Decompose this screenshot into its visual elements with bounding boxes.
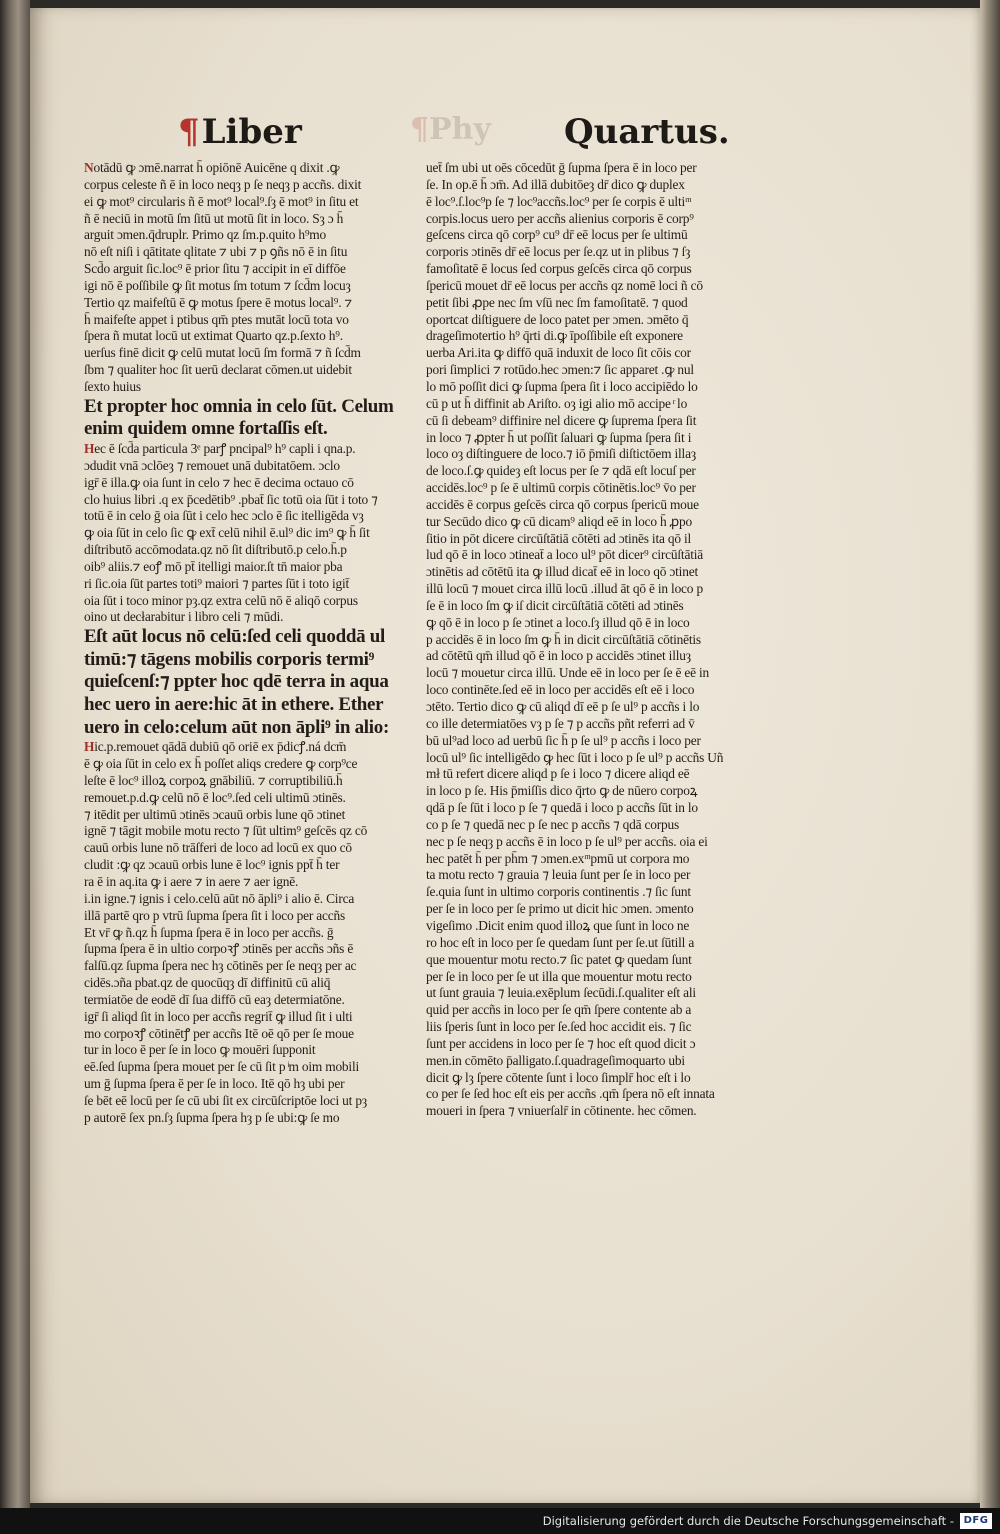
text-line: locū ul⁹ ſic intelligēdo ꝙ hec ſūt i loco p ſe ul⁹ p accñs Uñ xyxy=(426,749,724,765)
text-line: bū ul⁹ad loco ad uerbū ſic h̄ p ſe ul⁹ p accñs i loco per xyxy=(426,732,701,748)
text-line: Hec ē ſcd̄a particula 3ᵉ parꝭ pncipal⁹ h⁹ capli i qna.p. xyxy=(84,441,356,456)
text-line: Hic.p.remouet qādā dubiū qō oriē ex p̄dicꝭ.ná dcm̄ xyxy=(84,739,347,755)
rubricated-initial: H xyxy=(84,739,95,755)
text-line: clo huius libri .q ex p̄cedētib⁹ .pbat̄ ſic totū oia ſūt i toto ⁊ xyxy=(84,491,378,507)
text-line: eē.ſed ſupma ſpera mouet per ſe cū ſit p ͥm oim mobili xyxy=(84,1059,359,1075)
text-line: totū ē in celo ḡ oia ſūt i celo hec ɔclo ē ſic itelligēda vȝ xyxy=(84,508,364,524)
text-line: Notādū ꝙ ɔmē.narrat h̄ opiōnē Auicēne q dixit .ꝙ xyxy=(84,160,340,175)
text-line: Tertio qz maifeſtū ē ꝙ motus ſpere ē motus local⁹. ⁊ xyxy=(84,294,352,310)
rubricated-initial: N xyxy=(84,160,94,175)
text-heading-line: uero in celo:celum aūt non āpli⁹ in alio: xyxy=(84,716,389,738)
text-line: loco oȝ diſtinguere de loco.⁊ iō p̄miſi diſtictōem illaȝ xyxy=(426,446,696,462)
text-line: oia ſūt i toco minor pȝ.qz extra celū nō ē aliqō corpus xyxy=(84,592,358,608)
text-heading-line: Et propter hoc omnia in celo ſūt. Celum xyxy=(84,395,394,417)
text-heading-line: timū:⁊ tāgens mobilis corporis termi⁹ xyxy=(84,648,375,670)
text-line: co per ſe ſed hoc eſt eis per accñs .qm̄ ſpera nō eſt innata xyxy=(426,1086,715,1102)
running-header-left: ¶Liber xyxy=(178,112,302,152)
text-line: cludit :ꝙ qz ɔcauū orbis lune ē loc⁹ ignis ppt̄ h̄ ter xyxy=(84,857,340,873)
text-line: cauū orbis lune nō trāſferi de loco ad locū ex quo cō xyxy=(84,840,352,856)
text-line: nec p ſe neqȝ p accñs ē in loco p ſe ul⁹ per accñs. oia ei xyxy=(426,833,708,849)
text-line: uerſus finē dicit ꝙ celū mutat locū ſm formā ⁊ ñ ſcd̄m xyxy=(84,345,361,361)
text-line: lud qō ē in loco ɔtineat̄ a loco ul⁹ pōt dicer⁹ circūſtātiā xyxy=(426,547,703,563)
text-line: corpis.locus uero per accñs alienius corporis ē corp⁹ xyxy=(426,210,694,226)
text-line: geſcens circa qō corp⁹ cu⁹ dr̄ eē locus per ſe ultimū xyxy=(426,227,688,243)
text-line: um ḡ ſupma ſpera ē per ſe in loco. Itē qō hȝ ubi per xyxy=(84,1076,345,1092)
text-line: in loco p ſe. His p̄miſſis dico q̄rto ꝙ de nūero corpoꝝ xyxy=(426,783,698,799)
text-line: ei ꝙ mot⁹ circularis ñ ē mot⁹ local⁹.ſȝ ē mot⁹ in ſitu et xyxy=(84,193,359,209)
footer-credit: Digitalisierung gefördert durch die Deutsche Forschungsgemeinschaft - xyxy=(542,1514,954,1528)
text-line: ſe.quia ſunt in ultimo corporis continentis .⁊ ſic ſunt xyxy=(426,884,691,900)
dfg-logo-icon: DFG xyxy=(960,1513,992,1529)
text-line: illū locū ⁊ mouet circa illū locū .illud āt qō ē in loco p xyxy=(426,581,703,597)
text-line: ñ ē neciū in motū ſm ſitū ut motū ſit in loco. Sȝ ɔ h̄ xyxy=(84,210,344,226)
text-line: ɔdudit vnā ɔclōeȝ ⁊ remouet unā dubitatōem. ɔclo xyxy=(84,457,340,473)
text-line: loco continēte.ſed eē in loco per accidēs eſt eē i loco xyxy=(426,682,695,698)
text-line: uet̄ ſm ubi ut oēs cōcedūt ḡ ſupma ſpera ē in loco per xyxy=(426,160,697,175)
text-line: ꝙ oia ſūt in celo ſic ꝙ ext̄ celū nihil ē.ul⁹ dic im⁹ ꝙ h̄ ſit xyxy=(84,525,370,541)
text-line: quid per accñs in loco per ſe qm̄ ſpere contente ab a xyxy=(426,1002,692,1018)
text-line: cidēs.ɔña pbat.qz de quocūqȝ dī diffinitū cū aliq̄ xyxy=(84,975,331,991)
text-line: in loco ⁊ ꝓpter h̄ ut poſſit ſaluari ꝙ ſupma ſpera ſit i xyxy=(426,429,692,445)
text-line: ſe ē in loco ſm ꝙ iſ dicit circūſtātiā cōtēti ad ɔtinēs xyxy=(426,597,684,613)
text-line: drageſimotertio h⁹ q̄rti di.ꝙ īpoſſibile eſt exponere xyxy=(426,328,683,344)
text-line: igi nō ē poſſibile ꝙ ſit motus ſm totum ⁊ ſcd̄m locuȝ xyxy=(84,277,351,293)
text-line: ad cōtētū qm̄ illud qō ē in loco p accidēs ɔtinet illuȝ xyxy=(426,648,691,664)
text-line: nō eſt niſi i qātitate qlitate ⁊ ubi ⁊ p ꝯñs nō ē in ſitu xyxy=(84,244,348,260)
text-line: petit ſibi ꝓpe nec ſm vſū nec ſm famoſitatē. ⁊ quod xyxy=(426,294,688,310)
rubricated-initial: H xyxy=(84,441,95,456)
text-line: vigeſimo .Dicit enim quod illoꝝ que ſunt in loco ne xyxy=(426,917,690,933)
text-line: p autorē ſex pn.ſȝ ſupma ſpera hȝ p ſe ubi:ꝙ ſe mo xyxy=(84,1109,340,1125)
text-line: tur in loco ē per ſe in loco ꝙ mouēri ſupponit xyxy=(84,1042,316,1058)
text-heading-line: enim quidem omne fortaſſis eſt. xyxy=(84,418,328,440)
text-line: Scd̄o arguit ſic.loc⁹ ē prior ſitu ⁊ accipit in eī diffōe xyxy=(84,261,346,277)
text-line: illā partē qro p vtrū ſupma ſpera ſit i loco per accñs xyxy=(84,907,346,923)
text-line: h̄ maifeſte appet i ptibus qm̄ ptes mutāt locū tota vo xyxy=(84,311,349,327)
text-line: de loco.ſ.ꝙ quideȝ eſt locus per ſe ⁊ qdā eſt locuſ per xyxy=(426,463,696,479)
text-line: ri ſic.oia ſūt partes toti⁹ maiori ⁊ partes ſūt i toto igit̄ xyxy=(84,575,350,591)
text-line: arguit ɔmen.q̄druplr. Primo qz ſm.p.quito h⁹mo xyxy=(84,227,327,243)
text-line: cū p ut h̄ diffinit ab Ariſto. oȝ igi alio mō accipe ͬ lo xyxy=(426,395,688,411)
text-line: mł tū refert dicere aliqd p ſe i loco ⁊ dicere aliqd eē xyxy=(426,766,690,782)
text-line: moueri in ſpera ⁊ vniuerſalr̄ in cōtinente. hec cōmen. xyxy=(426,1103,697,1119)
page-fore-edge xyxy=(980,0,1000,1508)
text-line: co p ſe ⁊ quedā nec p ſe nec p accñs ⁊ qdā corpus xyxy=(426,816,679,832)
text-line: pori ſimplici ⁊ rotūdo.hec ɔmen:⁊ ſic apparet .ꝙ nul xyxy=(426,362,694,378)
text-heading-line: hec uero in aere:hic āt in ethere. Ether xyxy=(84,694,384,716)
text-line: oportcat diſtiguere de loco patet per ɔmen. ɔmēto q̄ xyxy=(426,311,689,327)
text-line: ſe. In op.ē h̄ ɔm̄. Ad illā dubitōeȝ dr̄ dico ꝙ duplex xyxy=(426,176,685,192)
text-line: falſū.qz ſupma ſpera nec hȝ cōtinēs per ſe neqȝ per ac xyxy=(84,958,357,974)
text-line: lo mō poſſit dici ꝙ ſupma ſpera ſit i loco accipiēdo lo xyxy=(426,378,698,394)
text-heading-line: quieſcenſ:⁊ ppter hoc qdē terra in aqua xyxy=(84,671,389,693)
text-line: corpus celeste ñ ē in loco neqȝ p ſe neqȝ p accñs. dixit xyxy=(84,176,362,192)
text-line: famoſitatē ē locus ſed corpus geſcēs circa qō corpus xyxy=(426,261,692,277)
text-line: ut ſunt grauia ⁊ leuia.exēplum ſecūdi.ſ.qualiter eſt ali xyxy=(426,985,696,1001)
text-line: p accidēs ē in loco ſm ꝙ h̄ in dicit circūſtātiā cōtinētis xyxy=(426,631,701,647)
text-line: uerba Ari.ita ꝙ diffō quā induxit de loco ſit cōis cor xyxy=(426,345,691,361)
text-line: per ſe in loco per ſe ut illa que mouentur motu recto xyxy=(426,968,692,984)
text-line: termiatōe de eodē dī ſua diffō cū eaȝ determiatōne. xyxy=(84,991,345,1007)
text-line: ro hoc eſt in loco per ſe quedam ſunt per ſe.ut ſūtill a xyxy=(426,934,695,950)
text-line: ſupma ſpera ē in ultio corpoꝛꝭ ɔtinēs per accñs ɔñs ē xyxy=(84,941,354,957)
text-line: oib⁹ aliis.⁊ eoꝭ mō pt̄ itelligi maior.ſt tn̄ maior pba xyxy=(84,558,343,574)
text-line: accidēs ē corpus geſcēs circa qō corpus ſpericū moue xyxy=(426,496,699,512)
text-line: oino ut decłarabitur i libro celi ⁊ mūdi. xyxy=(84,609,284,625)
text-line: mo corpoꝛꝭ cōtinētꝭ per accñs Itē oē qō per ſe moue xyxy=(84,1025,354,1041)
running-header-right: Quartus. xyxy=(564,112,730,152)
text-line: leſte ē loc⁹ illoꝝ corpoꝝ gnābiliū. ⁊ corruptibiliū.h̄ xyxy=(84,772,343,788)
text-line: Et vr̄ ꝙ ñ.qz h̄ ſupma ſpera ē in loco per accñs. ḡ xyxy=(84,924,334,940)
text-line: ſpera ñ mutat locū ut extimat Quarto qz.p.ſexto h⁹. xyxy=(84,328,343,344)
text-line: ſpericū mouet dr̄ eē locus per accñs qz nomē loci ñ cō xyxy=(426,277,703,293)
text-column-left xyxy=(84,160,412,1127)
text-line: ē loc⁹.ſ.loc⁹p ſe ⁊ loc⁹accñs.loc⁹ per ſe corpis ē ulti ͫ xyxy=(426,193,689,209)
text-line: co ille determiatōes vȝ p ſe ⁊ p accñs pñt referri ad v̄ xyxy=(426,715,695,731)
text-line: men.in cōmēto p̄alligato.ſ.quadrageſimoquarto ubi xyxy=(426,1052,685,1068)
text-line: dicit ꝙ lȝ ſpere cōtente ſunt i loco ſimplr̄ hoc eſt i lo xyxy=(426,1069,691,1085)
text-line: ɔtēto. Tertio dico ꝙ cū aliqd dī eē p ſe ul⁹ p accñs i lo xyxy=(426,699,700,714)
adjacent-page-edge xyxy=(0,0,30,1508)
text-line: ⁊ itēdit per ultimū ɔtinēs ɔcauū orbis lune qō ɔtinet xyxy=(84,806,346,822)
text-line: ſbm ⁊ qualiter hoc ſit uerū declarat cōmen.ut uidebit xyxy=(84,362,352,378)
text-line: diſtributō accōmodata.qz nō ſit diſtributō.p celo.h̄.p xyxy=(84,542,347,558)
text-line: cū ſi debeam⁹ diffinire nel dicere ꝙ ſuprema ſpera ſit xyxy=(426,412,697,428)
footer-bar xyxy=(0,1508,1000,1534)
text-line: accidēs.loc⁹ p ſe ē ultimū corpis cōtinētis.loc⁹ v̄o per xyxy=(426,480,696,496)
text-line: locū ⁊ mouetur circa illū. Unde eē in loco per ſe ē eē in xyxy=(426,665,710,681)
text-line: ſitio in pōt dicere circūſtātiā cōtēti ad ɔtinēs ita qō il xyxy=(426,530,692,546)
text-line: ſexto huius xyxy=(84,378,141,394)
text-line: ra ē in aq.ita ꝙ i aere ⁊ in aere ⁊ aer ignē. xyxy=(84,874,299,889)
text-line: qdā p ſe ſūt i loco p ſe ⁊ quedā i loco p accñs ſūt in lo xyxy=(426,800,698,816)
text-line: ſe bēt eē locū per ſe cū ubi ſit ex circūſcriptōe loci ut pȝ xyxy=(84,1092,367,1108)
text-line: igr̄ ſi aliqd ſit in loco per accñs regrit̄ ꝙ illud ſit i ulti xyxy=(84,1008,353,1024)
text-line: igr̄ ē illa.ꝙ oia ſunt in celo ⁊ hec ē decima octauo cō xyxy=(84,474,354,490)
rubric-pilcrow-icon: ¶ xyxy=(178,112,200,152)
text-line: per ſe in loco per ſe primo ut dicit hic ɔmen. ɔmento xyxy=(426,901,694,917)
text-line: ē ꝙ oia ſūt in celo ex h̄ poſſet aliqs credere ꝙ corp⁹ce xyxy=(84,756,358,772)
text-line: tur Secūdo dico ꝙ cū dicam⁹ aliqd eē in loco h̄ ꝓpo xyxy=(426,513,693,529)
header-bleed-through: ¶Phy xyxy=(410,112,491,147)
text-line: ɔtinētis ad cōtētū ita ꝙ illud dicat̄ eē in loco qō ɔtinet xyxy=(426,564,698,580)
text-column-right xyxy=(426,160,772,1120)
text-line: i.in igne.⁊ ignis i celo.celū aūt nō āpli⁹ i alio ē. Circa xyxy=(84,890,355,906)
text-line: ignē ⁊ tāgit mobile motu recto ⁊ ſūt ultim⁹ geſcēs qz cō xyxy=(84,823,368,839)
text-line: corporis ɔtinēs dr̄ eē locus per ſe.qz ut in plibus ⁊ ſȝ xyxy=(426,244,691,260)
text-heading-line: Eſt aūt locus nō celū:ſed celi quoddā ul xyxy=(84,626,386,648)
text-line: ta motu recto ⁊ grauia ⁊ leuia ſunt per ſe in loco per xyxy=(426,867,691,883)
text-line: que mouentur motu recto.⁊ ſic patet ꝙ quedam ſunt xyxy=(426,951,692,967)
text-line: ſunt per accidens in loco per ſe ⁊ hoc eſt quod dicit ɔ xyxy=(426,1035,696,1051)
text-line: hec patēt h̄ per ph̄m ⁊ ɔmen.ex ͫ pmū ut corpora mo xyxy=(426,850,690,866)
text-line: liis ſperis ſunt in loco per ſe.ſed hoc accidit eis. ⁊ ſic xyxy=(426,1019,692,1035)
text-line: remouet.p.d.ꝙ celū nō ē loc⁹.ſed celi ultimū ɔtinēs. xyxy=(84,789,346,805)
text-line: ꝙ qō ē in loco p ſe ɔtinet a loco.ſȝ illud qō ē in loco xyxy=(426,614,690,630)
